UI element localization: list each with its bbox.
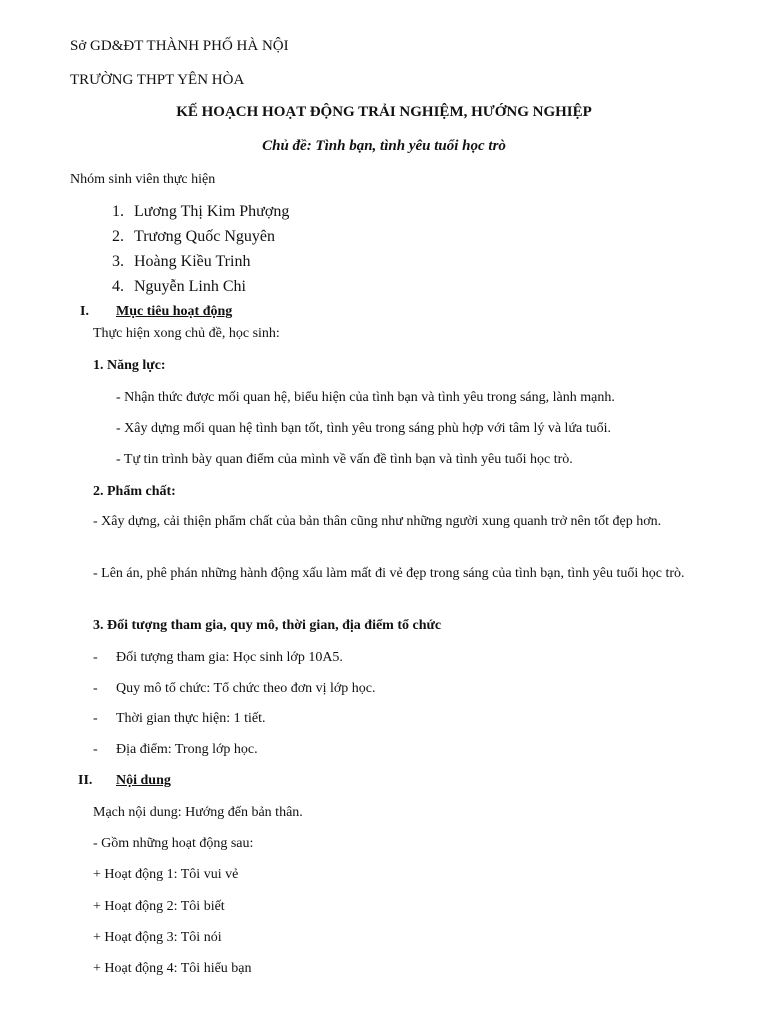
section-1-title: Mục tiêu hoạt động [116,304,233,319]
participants-item: Đối tượng tham gia: Học sinh lớp 10A5. [116,650,343,665]
member-number: 4. [112,278,124,295]
participants-item: Quy mô tổ chức: Tổ chức theo đơn vị lớp học. [116,681,376,696]
member-name: Trương Quốc Nguyên [134,228,275,245]
qualities-item: - Lên án, phê phán những hành động xấu làm mất đi vẻ đẹp trong sáng của tình bạn, tình yêu tuổi học trò. [93,566,685,581]
competence-item: - Xây dựng mối quan hệ tình bạn tốt, tình yêu trong sáng phù hợp với tâm lý và lứa tuổi. [116,421,612,436]
section-2-line: - Gồm những hoạt động sau: [93,836,254,851]
participants-dash: - [93,650,98,665]
section-2-line: + Hoạt động 2: Tôi biết [93,899,225,914]
participants-heading: 3. Đối tượng tham gia, quy mô, thời gian, địa điểm tổ chức [93,618,442,633]
member-item [112,253,250,271]
section-2-line: + Hoạt động 4: Tôi hiểu bạn [93,961,252,976]
member-number: 3. [112,253,124,270]
member-name: Lương Thị Kim Phượng [134,203,290,220]
document-subtitle: Chủ đề: Tình bạn, tình yêu tuổi học trò [262,138,506,154]
section-2-number: II. [78,773,93,788]
section-2-title: Nội dung [116,773,171,788]
group-label: Nhóm sinh viên thực hiện [70,172,216,187]
competence-item: - Tự tin trình bày quan điểm của mình về vấn đề tình bạn và tình yêu tuổi học trò. [116,452,573,467]
participants-dash: - [93,742,98,757]
participants-dash: - [93,681,98,696]
section-1-number: I. [80,304,89,319]
section-1-intro: Thực hiện xong chủ đề, học sinh: [93,326,280,341]
competence-item: - Nhận thức được mối quan hệ, biểu hiện của tình bạn và tình yêu trong sáng, lành mạnh. [116,390,615,405]
member-item [112,228,275,246]
member-item [112,203,289,221]
member-name: Nguyễn Linh Chi [134,278,246,295]
member-number: 2. [112,228,124,245]
department-header: Sở GD&ĐT THÀNH PHỐ HÀ NỘI [70,38,289,54]
participants-item: Địa điểm: Trong lớp học. [116,742,258,757]
member-number: 1. [112,203,124,220]
document-title: KẾ HOẠCH HOẠT ĐỘNG TRẢI NGHIỆM, HƯỚNG NGHIỆP [176,104,592,120]
participants-dash: - [93,711,98,726]
participants-item: Thời gian thực hiện: 1 tiết. [116,711,266,726]
section-2-line: Mạch nội dung: Hướng đến bản thân. [93,805,303,820]
section-2-line: + Hoạt động 3: Tôi nói [93,930,222,945]
competence-heading: 1. Năng lực: [93,358,166,373]
qualities-heading: 2. Phẩm chất: [93,484,176,499]
section-2-line: + Hoạt động 1: Tôi vui vẻ [93,867,239,882]
school-header: TRƯỜNG THPT YÊN HÒA [70,72,245,88]
member-item [112,278,246,296]
qualities-item: - Xây dựng, cải thiện phẩm chất của bản thân cũng như những người xung quanh trở nên tốt đẹp hơn. [93,514,662,529]
member-name: Hoàng Kiều Trinh [134,253,251,270]
